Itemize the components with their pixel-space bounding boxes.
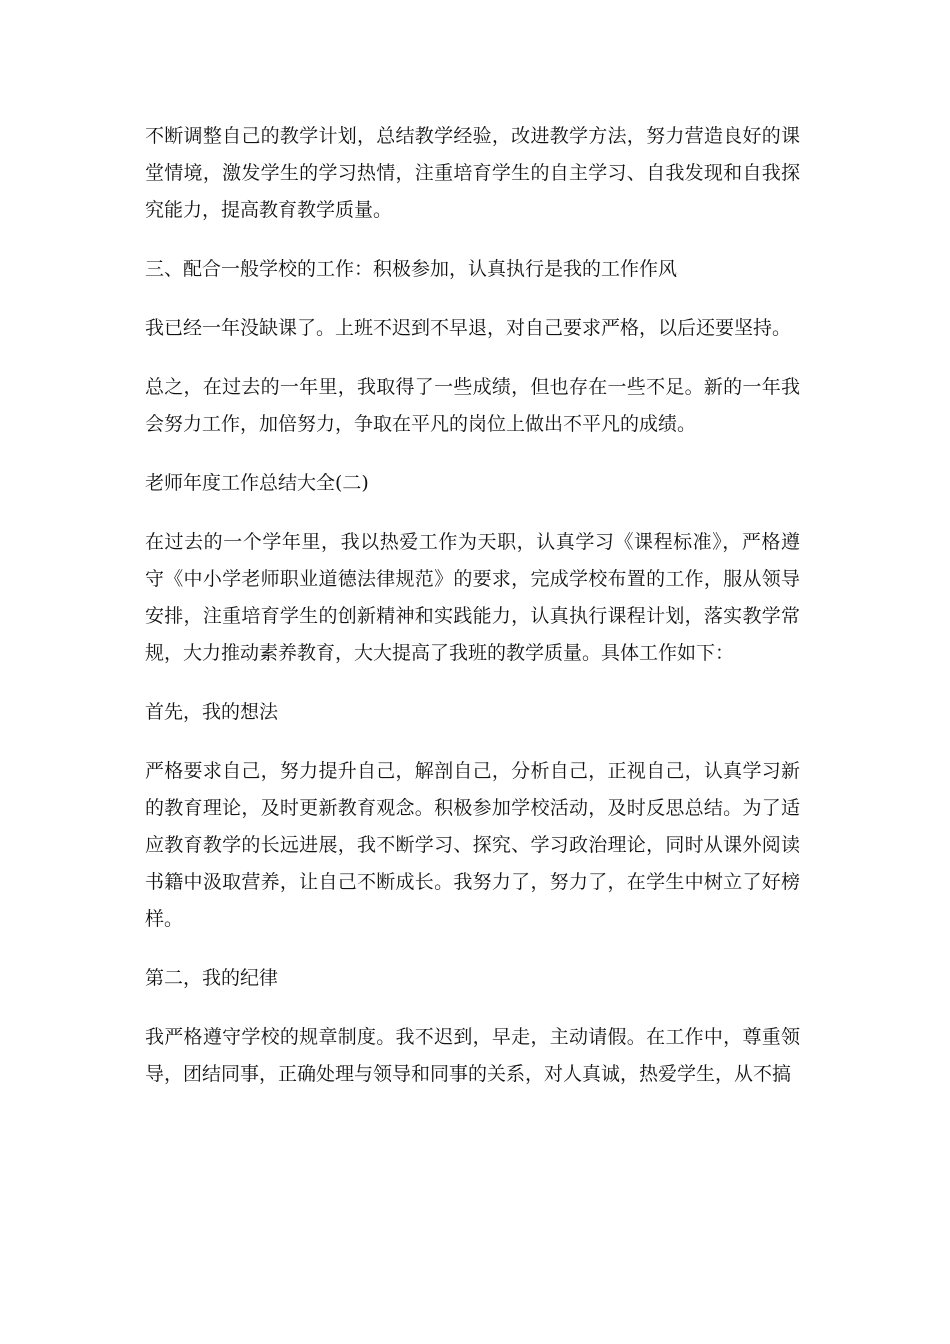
paragraph-teaching-plan: 不断调整自己的教学计划，总结教学经验，改进教学方法，努力营造良好的课堂情境，激发学生的学习热情，注重培育学生的自主学习、自我发现和自我探究能力，提高教育教学质量。	[145, 125, 800, 221]
section-heading-discipline: 第二，我的纪律	[145, 967, 279, 989]
section-heading-school-work: 三、配合一般学校的工作：积极参加，认真执行是我的工作作风	[145, 258, 678, 280]
paragraph-attendance: 我已经一年没缺课了。上班不迟到不早退，对自己要求严格，以后还要坚持。	[145, 317, 792, 339]
paragraph-rules: 我严格遵守学校的规章制度。我不迟到，早走，主动请假。在工作中，尊重领导，团结同事，正确处理与领导和同事的关系，对人真诚，热爱学生，从不搞	[145, 1026, 800, 1085]
paragraph-past-year: 在过去的一个学年里，我以热爱工作为天职，认真学习《课程标准》，严格遵守《中小学老师职业道德法律规范》的要求，完成学校布置的工作，服从领导安排，注重培育学生的创新精神和实践能力，认真执行课程计划，落实教学常规，大力推动素养教育，大大提高了我班的教学质量。具体工作如下：	[145, 531, 800, 664]
section-heading-summary-two: 老师年度工作总结大全(二)	[145, 472, 369, 494]
document-body	[145, 118, 800, 1115]
section-heading-thoughts: 首先，我的想法	[145, 701, 279, 723]
paragraph-conclusion: 总之，在过去的一年里，我取得了一些成绩，但也存在一些不足。新的一年我会努力工作，加倍努力，争取在平凡的岗位上做出不平凡的成绩。	[145, 376, 800, 435]
paragraph-self-improvement: 严格要求自己，努力提升自己，解剖自己，分析自己，正视自己，认真学习新的教育理论，及时更新教育观念。积极参加学校活动，及时反思总结。为了适应教育教学的长远进展，我不断学习、探究、学习政治理论，同时从课外阅读书籍中汲取营养，让自己不断成长。我努力了，努力了，在学生中树立了好榜样。	[145, 760, 800, 930]
